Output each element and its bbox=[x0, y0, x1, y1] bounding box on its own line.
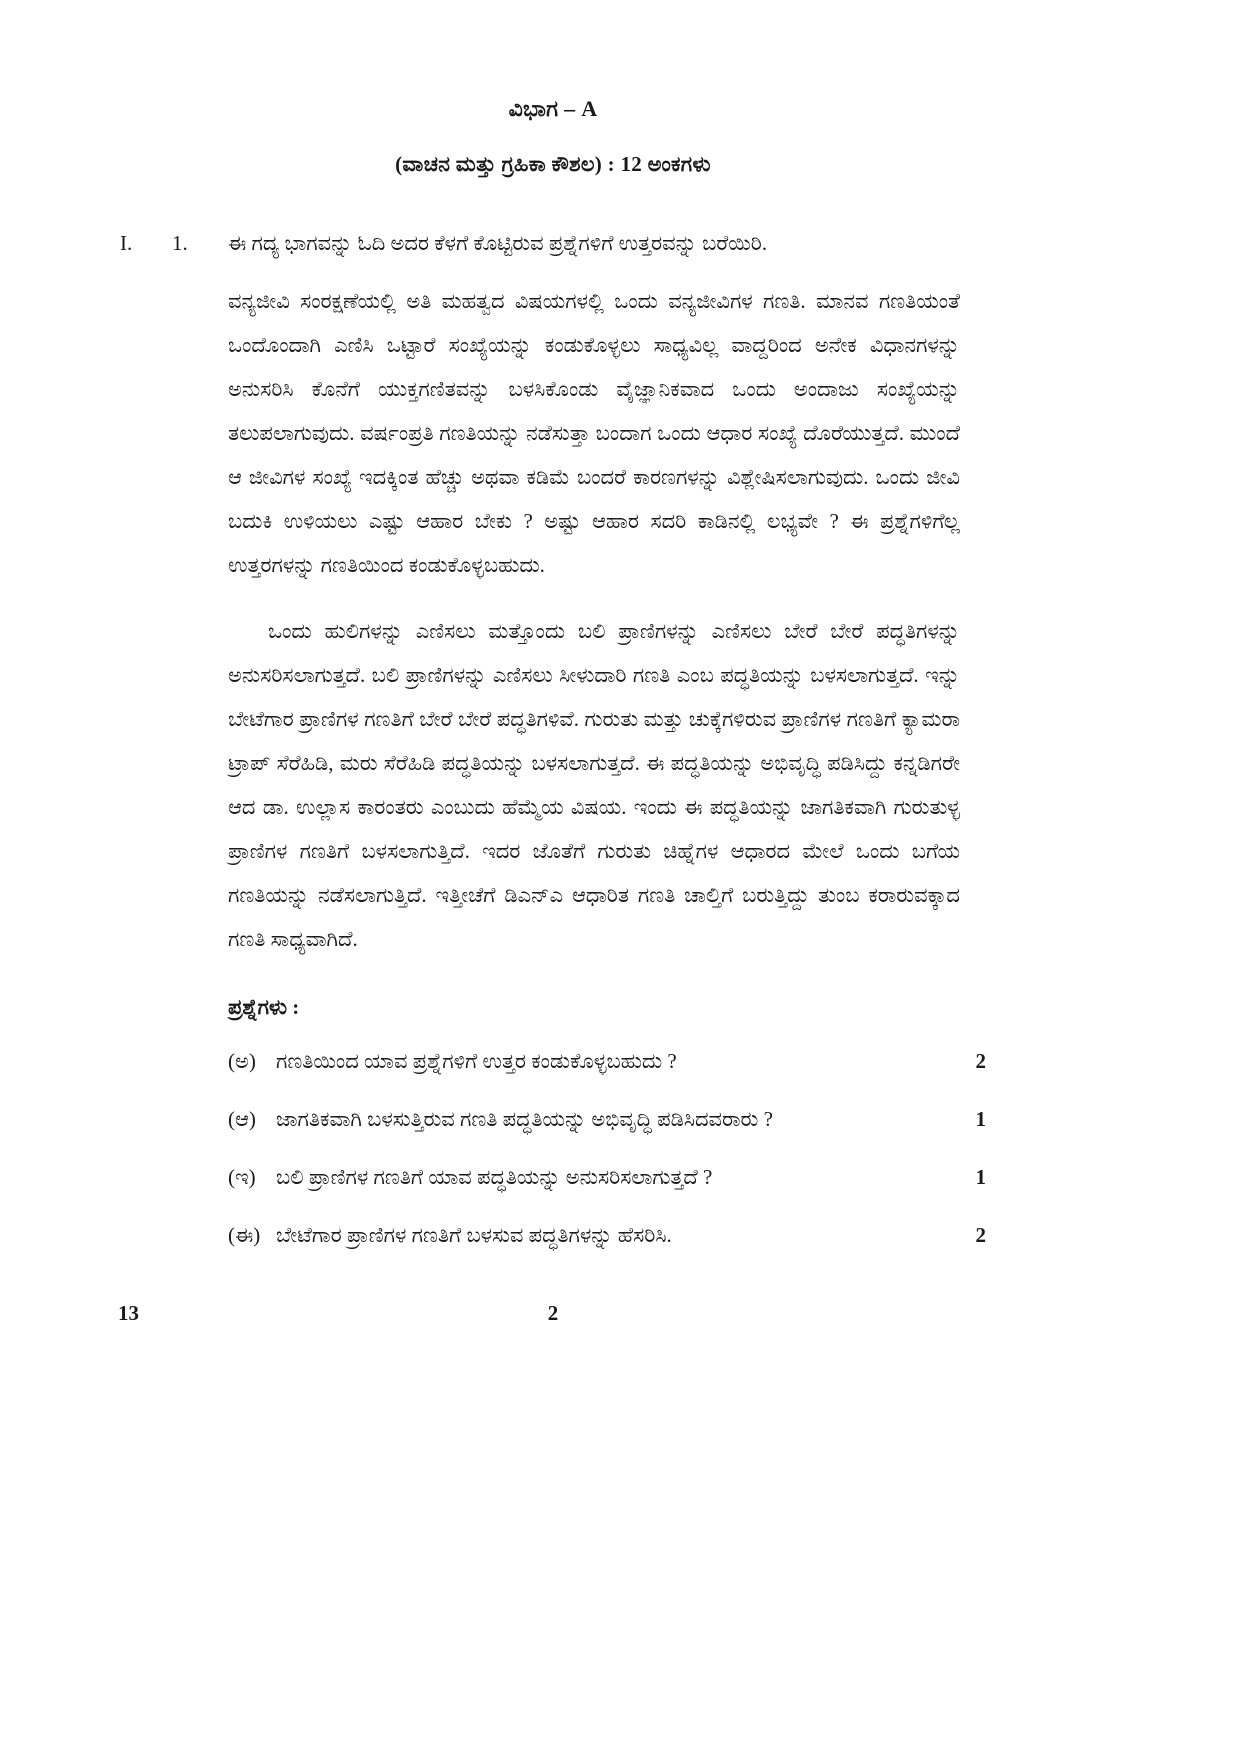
question-label: (ಇ) bbox=[228, 1165, 256, 1189]
question-text: ಗಣತಿಯಿಂದ ಯಾವ ಪ್ರಶ್ನೆಗಳಿಗೆ ಉತ್ತರ ಕಂಡುಕೊಳ್ಳಬಹುದು ? bbox=[276, 1049, 677, 1073]
section-title: ವಿಭಾಗ – A bbox=[508, 96, 598, 121]
question-row bbox=[228, 1102, 986, 1136]
question-marks: 1 bbox=[975, 1165, 986, 1189]
questions-heading: ಪ್ರಶ್ನೆಗಳು : bbox=[228, 995, 300, 1019]
question-marks: 2 bbox=[975, 1223, 986, 1247]
section-subtitle: (ವಾಚನ ಮತ್ತು ಗ್ರಹಿಕಾ ಕೌಶಲ) : 12 ಅಂಕಗಳು bbox=[395, 152, 711, 176]
question-marks: 1 bbox=[975, 1107, 986, 1131]
question-label: (ಆ) bbox=[228, 1107, 256, 1131]
question-marks: 2 bbox=[975, 1049, 986, 1073]
question-row bbox=[228, 1044, 986, 1078]
instruction-text: ಈ ಗದ್ಯ ಭಾಗವನ್ನು ಓದಿ ಅದರ ಕೆಳಗೆ ಕೊಟ್ಟಿರುವ ಪ್ರಶ್ನೆಗಳಿಗೆ ಉತ್ತರವನ್ನು ಬರೆಯಿರಿ. bbox=[228, 231, 768, 255]
question-text: ಬೇಟೆಗಾರ ಪ್ರಾಣಿಗಳ ಗಣತಿಗೆ ಬಳಸುವ ಪದ್ಧತಿಗಳನ್ನು ಹೆಸರಿಸಿ. bbox=[276, 1223, 672, 1247]
passage-paragraph-1: ವನ್ಯಜೀವಿ ಸಂರಕ್ಷಣೆಯಲ್ಲಿ ಅತಿ ಮಹತ್ವದ ವಿಷಯಗಳಲ್ಲಿ ಒಂದು ವನ್ಯಜೀವಿಗಳ ಗಣತಿ. ಮಾನವ ಗಣತಿಯಂತೆ ಒಂದೊಂದಾಗಿ ಎಣಿಸಿ ಒಟ್ಟಾರೆ ಸಂಖ್ಯೆಯನ್ನು ಕಂಡುಕೊಳ್ಳಲು ಸಾಧ್ಯವಿಲ್ಲ ವಾದ್ದರಿಂದ ಅನೇಕ ವಿಧಾನಗಳನ್ನು ಅನುಸರಿಸಿ ಕೊನೆಗೆ ಯುಕ್ತಗಣಿತವನ್ನು ಬಳಸಿಕೊಂಡು ವೈಜ್ಞಾನಿಕವಾದ ಒಂದು ಅಂದಾಜು ಸಂಖ್ಯೆಯನ್ನು ತಲುಪಲಾಗುವುದು. ವರ್ಷಂಪ್ರತಿ ಗಣತಿಯನ್ನು ನಡೆಸುತ್ತಾ ಬಂದಾಗ ಒಂದು ಆಧಾರ ಸಂಖ್ಯೆ ದೊರೆಯುತ್ತದೆ. ಮುಂದೆ ಆ ಜೀವಿಗಳ ಸಂಖ್ಯೆ ಇದಕ್ಕಿಂತ ಹೆಚ್ಚು ಅಥವಾ ಕಡಿಮೆ ಬಂದರೆ ಕಾರಣಗಳನ್ನು ವಿಶ್ಲೇಷಿಸಲಾಗುವುದು. ಒಂದು ಜೀವಿ ಬದುಕಿ ಉಳಿಯಲು ಎಷ್ಟು ಆಹಾರ ಬೇಕು ? ಅಷ್ಟು ಆಹಾರ ಸದರಿ ಕಾಡಿನಲ್ಲಿ ಲಭ್ಯವೇ ? ಈ ಪ್ರಶ್ನೆಗಳಿಗೆಲ್ಲ ಉತ್ತರಗಳನ್ನು ಗಣತಿಯಿಂದ ಕಂಡುಕೊಳ್ಳಬಹುದು. bbox=[228, 289, 960, 577]
question-row bbox=[228, 1218, 986, 1252]
question-label: (ಅ) bbox=[228, 1049, 256, 1073]
section-roman-numeral: I. bbox=[120, 231, 133, 255]
question-text: ಜಾಗತಿಕವಾಗಿ ಬಳಸುತ್ತಿರುವ ಗಣತಿ ಪದ್ಧತಿಯನ್ನು ಅಭಿವೃದ್ಧಿ ಪಡಿಸಿದವರಾರು ? bbox=[276, 1107, 773, 1131]
question-instruction-row bbox=[120, 223, 986, 263]
passage-paragraph-2: ಒಂದು ಹುಲಿಗಳನ್ನು ಎಣಿಸಲು ಮತ್ತೊಂದು ಬಲಿ ಪ್ರಾಣಿಗಳನ್ನು ಎಣಿಸಲು ಬೇರೆ ಬೇರೆ ಪದ್ಧತಿಗಳನ್ನು ಅನುಸರಿಸಲಾಗುತ್ತದೆ. ಬಲಿ ಪ್ರಾಣಿಗಳನ್ನು ಎಣಿಸಲು ಸೀಳುದಾರಿ ಗಣತಿ ಎಂಬ ಪದ್ಧತಿಯನ್ನು ಬಳಸಲಾಗುತ್ತದೆ. ಇನ್ನು ಬೇಟೆಗಾರ ಪ್ರಾಣಿಗಳ ಗಣತಿಗೆ ಬೇರೆ ಬೇರೆ ಪದ್ಧತಿಗಳಿವೆ. ಗುರುತು ಮತ್ತು ಚುಕ್ಕೆಗಳಿರುವ ಪ್ರಾಣಿಗಳ ಗಣತಿಗೆ ಕ್ಯಾಮರಾ ಟ್ರಾಪ್ ಸೆರೆಹಿಡಿ, ಮರು ಸೆರೆಹಿಡಿ ಪದ್ಧತಿಯನ್ನು ಬಳಸಲಾಗುತ್ತದೆ. ಈ ಪದ್ಧತಿಯನ್ನು ಅಭಿವೃದ್ಧಿ ಪಡಿಸಿದ್ದು ಕನ್ನಡಿಗರೇ ಆದ ಡಾ. ಉಲ್ಲಾಸ ಕಾರಂತರು ಎಂಬುದು ಹೆಮ್ಮೆಯ ವಿಷಯ. ಇಂದು ಈ ಪದ್ಧತಿಯನ್ನು ಜಾಗತಿಕವಾಗಿ ಗುರುತುಳ್ಳ ಪ್ರಾಣಿಗಳ ಗಣತಿಗೆ ಬಳಸಲಾಗುತ್ತಿದೆ. ಇದರ ಜೊತೆಗೆ ಗುರುತು ಚಿಹ್ನೆಗಳ ಆಧಾರದ ಮೇಲೆ ಒಂದು ಬಗೆಯ ಗಣತಿಯನ್ನು ನಡೆಸಲಾಗುತ್ತಿದೆ. ಇತ್ತೀಚೆಗೆ ಡಿಎನ್ಎ ಆಧಾರಿತ ಗಣತಿ ಚಾಲ್ತಿಗೆ ಬರುತ್ತಿದ್ದು ತುಂಬ ಕರಾರುವಕ್ಕಾದ ಗಣತಿ ಸಾಧ್ಯವಾಗಿದೆ. bbox=[228, 619, 961, 951]
paper-code: 13 bbox=[118, 1301, 139, 1325]
page-footer bbox=[120, 1298, 986, 1328]
page-number: 2 bbox=[547, 1301, 559, 1325]
question-text: ಬಲಿ ಪ್ರಾಣಿಗಳ ಗಣತಿಗೆ ಯಾವ ಪದ್ಧತಿಯನ್ನು ಅನುಸರಿಸಲಾಗುತ್ತದೆ ? bbox=[276, 1165, 713, 1189]
question-number: 1. bbox=[172, 231, 188, 255]
question-row bbox=[228, 1160, 986, 1194]
question-label: (ಈ) bbox=[228, 1223, 261, 1247]
